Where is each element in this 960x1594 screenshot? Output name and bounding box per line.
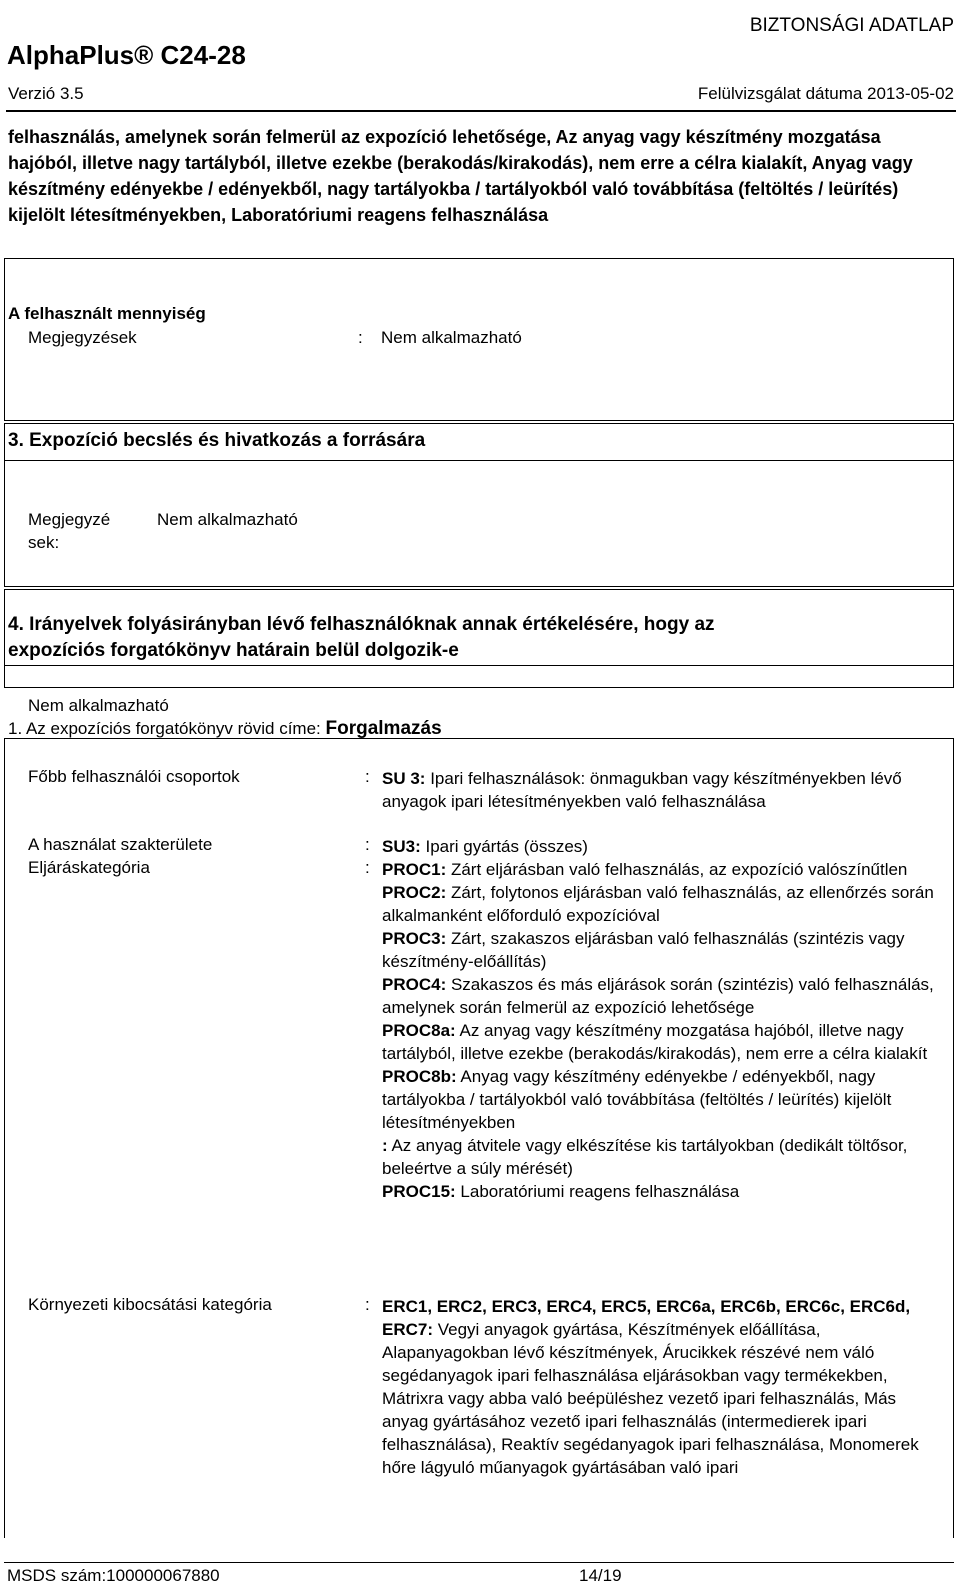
- proc-code: PROC8b:: [382, 1067, 457, 1086]
- proc-text: Az anyag vagy készítmény mozgatása hajóból, illetve nagy tartályból, illetve ezekbe (berakodás/kirakodás), nem erre a célra kialakít: [382, 1021, 928, 1063]
- process-colon: :: [365, 858, 370, 877]
- proc-text: Anyag vagy készítmény edényekbe / edényekből, nagy tartályokba / tartályokból való továbbítása (feltöltés / leürítés) kijelölt létesítményekben: [382, 1067, 892, 1132]
- revision-date: Felülvizsgálat dátuma 2013-05-02: [697, 84, 954, 103]
- proc-text: Szakaszos és más eljárások során (szintézis) való felhasználás, amelynek során felmerül az expozíció lehetősége: [382, 975, 934, 1017]
- sector-text: Ipari gyártás (összes): [425, 837, 588, 856]
- proc-code: PROC15:: [382, 1182, 456, 1201]
- proc-code: :: [382, 1136, 388, 1155]
- environment-code: ERC1, ERC2, ERC3, ERC4, ERC5, ERC6a, ERC6b, ERC6c, ERC6d, ERC7:: [382, 1297, 911, 1339]
- sector-label: A használat szakterülete: [28, 835, 213, 854]
- section4-divider: [4, 665, 954, 666]
- proc-code: PROC8a:: [382, 1021, 456, 1040]
- environment-colon: :: [365, 1295, 370, 1314]
- list-item: [382, 927, 947, 973]
- scenario-title-prefix: 1. Az expozíciós forgatókönyv rövid címe:: [8, 719, 321, 738]
- section3-title: 3. Expozíció becslés és hivatkozás a forrására: [8, 430, 426, 451]
- page-number: 14/19: [579, 1566, 622, 1585]
- user-groups-text: Ipari felhasználások: önmagukban vagy készítményekben lévő anyagok ipari létesítményekben való felhasználása: [382, 769, 902, 811]
- environment-text: Vegyi anyagok gyártása, Készítmények előállítása, Alapanyagokban lévő készítmények, Árucikkek részévé nem váló segédanyagok ipari felhasználása eljárásokban vagy termékekben, Mátrixra vagy abba való beépüléshez vezető ipari felhasználás, Más anyag gyártásához vezető ipari felhasználás (intermedierek ipari felhasználása), Reaktív segédanyagok ipari felhasználása, Monomerek hőre lágyuló műanyagok gyártásában való ipari: [382, 1320, 919, 1477]
- section4-title-line2: expozíciós forgatókönyv határain belül dolgozik-e: [8, 640, 459, 661]
- user-groups-value: [382, 767, 947, 813]
- proc-code: PROC2:: [382, 883, 447, 902]
- proc-code: PROC1:: [382, 860, 447, 879]
- section3-notes-value: Nem alkalmazható: [157, 510, 298, 529]
- quantity-heading: A felhasznált mennyiség: [8, 304, 206, 323]
- version: Verzió 3.5: [8, 84, 84, 103]
- proc-text: Az anyag átvitele vagy elkészítése kis tartályokban (dedikált töltősor, beleértve a súly mérését): [382, 1136, 908, 1178]
- section4-value: Nem alkalmazható: [28, 696, 169, 715]
- proc-code: PROC4:: [382, 975, 447, 994]
- proc-text: Zárt, folytonos eljárásban való felhasználás, az ellenőrzés során alkalmanként előforduló expozícióval: [382, 883, 934, 925]
- environment-value: [382, 1295, 947, 1479]
- section4-title-line1: 4. Irányelvek folyásirányban lévő felhasználóknak annak értékelésére, hogy az: [8, 614, 715, 635]
- proc-text: Laboratóriumi reagens felhasználása: [460, 1182, 740, 1201]
- list-item: [382, 1134, 947, 1180]
- proc-text: Zárt, szakaszos eljárásban való felhasználás (szintézis vagy készítmény-előállítás): [382, 929, 905, 971]
- quantity-notes-label: Megjegyzések: [28, 328, 137, 347]
- list-item: [382, 858, 947, 881]
- list-item: [382, 1019, 947, 1065]
- list-item: [382, 881, 947, 927]
- product-name: AlphaPlus® C24-28: [7, 40, 246, 70]
- proc-code: PROC3:: [382, 929, 447, 948]
- quantity-notes-colon: :: [358, 328, 363, 347]
- list-item: [382, 973, 947, 1019]
- msds-number: MSDS szám:100000067880: [7, 1566, 220, 1585]
- section3-notes-label-2: sek:: [28, 533, 60, 552]
- footer-divider: [4, 1562, 954, 1563]
- intro-paragraph: felhasználás, amelynek során felmerül az expozíció lehetősége, Az anyag vagy készítmény mozgatása hajóból, illetve nagy tartályból, illetve ezekbe (berakodás/kirakodás), nem erre a célra kialakít, Anyag vagy készítmény edényekbe / edényekből, nagy tartályokba / tartályokból való továbbítása (feltöltés / leürítés) kijelölt létesítményekben, Laboratóriumi reagens felhasználása: [8, 127, 913, 225]
- scenario-title: Forgalmazás: [325, 718, 442, 739]
- list-item: [382, 1180, 947, 1203]
- list-item: [382, 1065, 947, 1134]
- scenario-title-line: [8, 718, 442, 740]
- section3-divider: [4, 460, 954, 461]
- sector-value: [382, 835, 947, 858]
- document-type: BIZTONSÁGI ADATLAP: [749, 15, 954, 36]
- environment-label: Környezeti kibocsátási kategória: [28, 1295, 272, 1314]
- user-groups-label: Főbb felhasználói csoportok: [28, 767, 240, 786]
- sector-colon: :: [365, 835, 370, 854]
- sector-code: SU3:: [382, 837, 421, 856]
- process-label: Eljáráskategória: [28, 858, 150, 877]
- user-groups-colon: :: [365, 767, 370, 786]
- process-list: [382, 858, 947, 1203]
- user-groups-code: SU 3:: [382, 769, 426, 788]
- header-divider: [6, 110, 956, 112]
- section3-notes-label-1: Megjegyzé: [28, 510, 111, 529]
- quantity-notes-value: Nem alkalmazható: [381, 328, 522, 347]
- proc-text: Zárt eljárásban való felhasználás, az expozíció valószínűtlen: [450, 860, 908, 879]
